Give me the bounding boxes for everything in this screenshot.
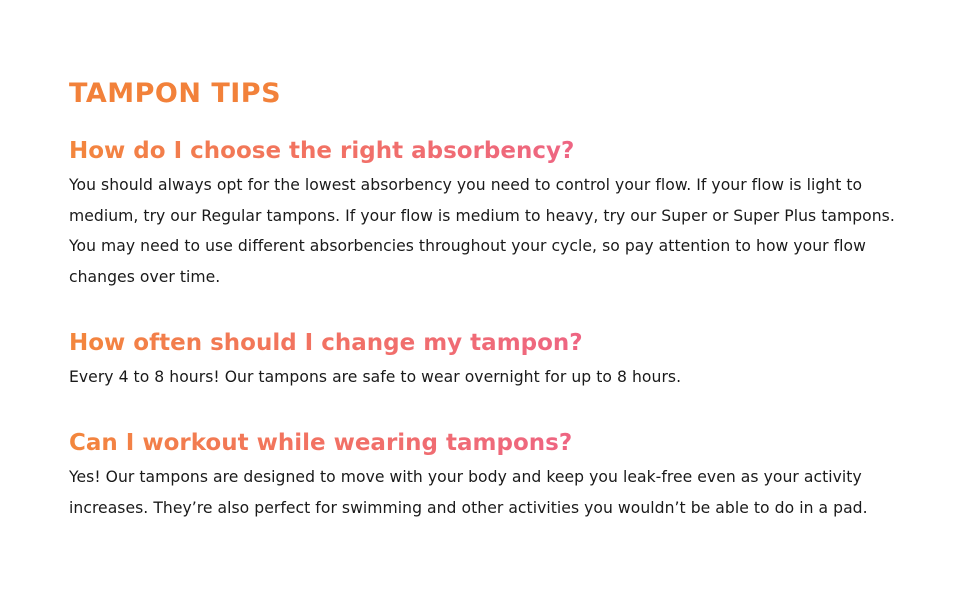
faq-item-workout — [69, 426, 919, 523]
faq-question: How do I choose the right absorbency? — [69, 134, 574, 168]
faq-question: Can I workout while wearing tampons? — [69, 426, 572, 460]
faq-item-absorbency — [69, 134, 919, 292]
faq-answer: Every 4 to 8 hours! Our tampons are safe to wear overnight for up to 8 hours. — [69, 368, 682, 386]
faq-answer: You should always opt for the lowest absorbency you need to control your flow. If your flow is light to medium, try our Regular tampons. If your flow is medium to heavy, try our Super or Super Plus tampons. You may need to use different absorbencies throughout your cycle, so pay attention to how your flow changes over time. — [69, 176, 895, 286]
faq-answer: Yes! Our tampons are designed to move with your body and keep you leak-free even as your activity increases. They’re also perfect for swimming and other activities you wouldn’t be able to do in a pad. — [69, 468, 868, 517]
faq-question: How often should I change my tampon? — [69, 326, 583, 360]
page-title: TAMPON TIPS — [69, 78, 282, 109]
faq-item-change-frequency — [69, 326, 919, 393]
